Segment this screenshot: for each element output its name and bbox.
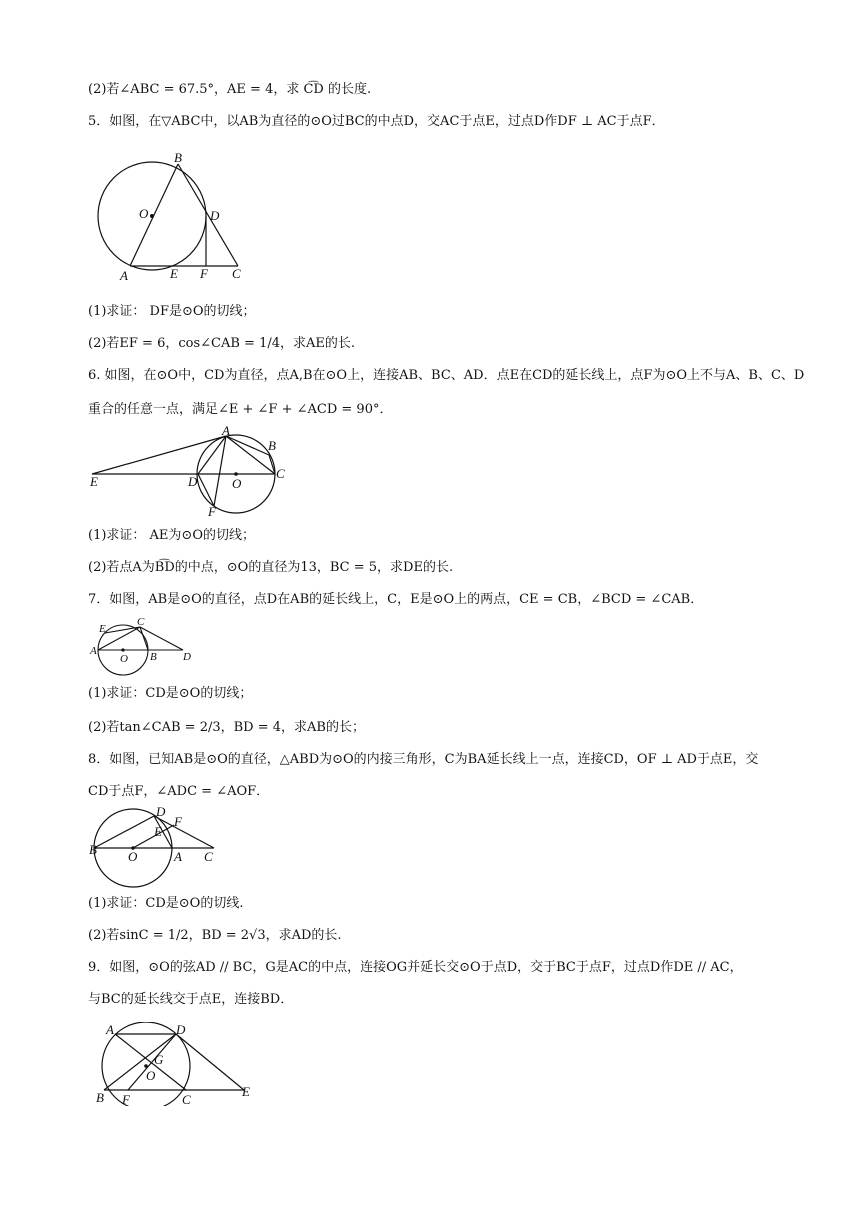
q7-stem: 7．如图，AB是⊙O的直径，点D在AB的延长线上，C，E是⊙O上的两点，CE = CB，∠BCD = ∠CAB． [88, 592, 704, 607]
label-F: F [208, 504, 216, 516]
q8-stem-a: 8．如图，已知AB是⊙O的直径，△ABD为⊙O的内接三角形，C为BA延长线上一点，连接CD，OF ⊥ AD于点E，交 [88, 752, 759, 767]
q9-stem-b: 与BC的延长线交于点E，连接BD． [88, 992, 294, 1007]
q5-part1: (1)求证： DF是⊙O的切线； [88, 304, 256, 319]
label-O: O [146, 1068, 156, 1083]
q4-part2: (2)若∠ABC = 67.5°，AE = 4，求 C͡D 的长度. [88, 82, 372, 97]
label-D: D [188, 474, 198, 489]
figure-q7 [88, 616, 198, 676]
q6-stem-b: 重合的任意一点，满足∠E + ∠F + ∠ACD = 90°． [88, 402, 393, 417]
label-G: G [154, 1052, 164, 1067]
label-O: O [128, 849, 138, 864]
label-E: E [170, 266, 178, 281]
label-D: D [176, 1022, 186, 1037]
q8-stem-b: CD于点F，∠ADC = ∠AOF． [88, 784, 270, 799]
q8-part2: (2)若sinC = 1/2，BD = 2√3，求AD的长. [88, 928, 342, 943]
label-F: F [200, 266, 208, 281]
figure-q5 [90, 148, 260, 286]
label-C: C [232, 266, 241, 281]
figure-q6 [88, 424, 293, 516]
label-A: A [120, 268, 128, 283]
label-B: B [96, 1090, 104, 1105]
label-A: A [106, 1022, 114, 1037]
label-D: D [156, 806, 166, 819]
label-E: E [154, 824, 162, 839]
label-C: C [204, 849, 213, 864]
label-A: A [222, 424, 230, 438]
q6-part2: (2)若点A为B͡D的中点，⊙O的直径为13，BC = 5，求DE的长. [88, 560, 454, 575]
q6-stem-a: 6. 如图，在⊙O中，CD为直径，点A,B在⊙O上，连接AB、BC、AD．点E在CD的延长线上，点F为⊙O上不与A、B、C、D [88, 368, 805, 383]
q7-part1: (1)求证：CD是⊙O的切线； [88, 686, 253, 701]
label-E: E [90, 474, 98, 489]
label-O: O [232, 476, 242, 491]
label-D: D [210, 208, 220, 223]
label-D: D [183, 651, 191, 663]
q9-stem-a: 9．如图，⊙O的弦AD // BC，G是AC的中点，连接OG并延长交⊙O于点D，交于BC于点F，过点D作DE // AC， [88, 960, 743, 975]
q7-part2: (2)若tan∠CAB = 2/3，BD = 4，求AB的长； [88, 720, 365, 735]
q8-part1: (1)求证：CD是⊙O的切线. [88, 896, 244, 911]
label-B: B [89, 842, 97, 857]
label-F: F [122, 1092, 130, 1106]
label-C: C [137, 616, 145, 628]
label-A: A [90, 645, 97, 657]
q5-part2: (2)若EF = 6，cos∠CAB = 1/4，求AE的长. [88, 336, 356, 351]
q5-stem: 5．如图，在▽ABC中，以AB为直径的⊙O过BC的中点D，交AC于点E，过点D作DF ⊥ AC于点F． [88, 114, 665, 129]
label-B: B [150, 651, 157, 663]
label-E: E [242, 1084, 250, 1099]
label-B: B [174, 150, 182, 165]
label-F: F [174, 814, 182, 829]
figure-q9 [94, 1022, 258, 1106]
label-E: E [99, 623, 106, 635]
label-C: C [276, 466, 285, 481]
figure-q8 [88, 806, 223, 888]
label-O: O [139, 206, 149, 221]
q6-part1: (1)求证： AE为⊙O的切线； [88, 528, 255, 543]
label-O: O [120, 653, 128, 665]
label-A: A [174, 849, 182, 864]
label-B: B [268, 438, 276, 453]
label-C: C [182, 1092, 191, 1106]
